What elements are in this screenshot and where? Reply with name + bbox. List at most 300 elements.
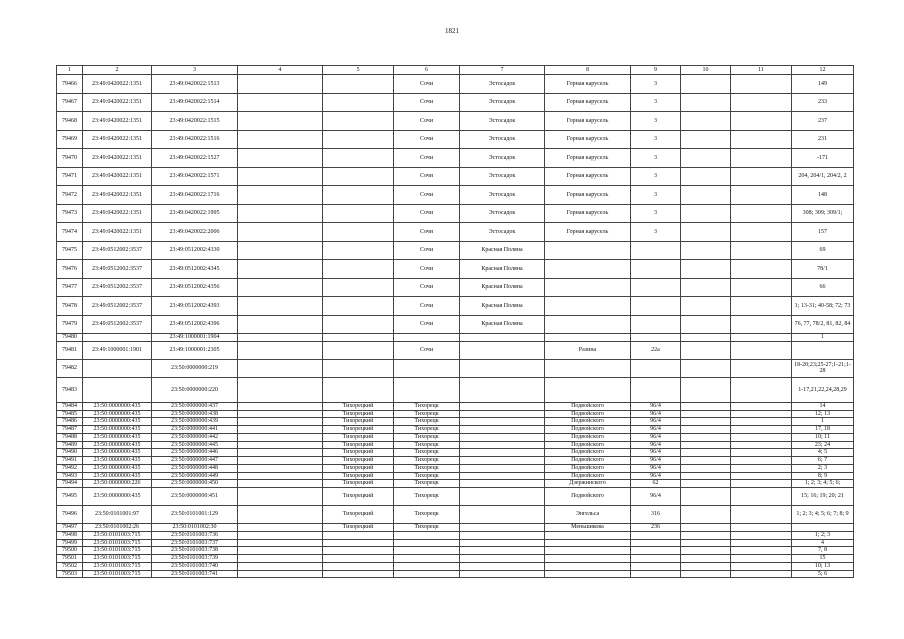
table-cell: 15; 16; 19; 20; 21: [792, 488, 854, 506]
table-cell: [460, 547, 545, 555]
table-cell: Тихорецк: [394, 464, 460, 472]
table-row: [57, 472, 854, 480]
table-cell: 23:50:0101002:30: [152, 524, 238, 532]
row-number-cell: 79477: [57, 278, 83, 297]
table-cell: 316: [631, 506, 681, 524]
table-cell: 23:49:1000001:1904: [152, 334, 238, 342]
table-cell: 149: [792, 75, 854, 94]
table-cell: [323, 539, 394, 547]
table-row: [57, 433, 854, 441]
table-cell: [731, 278, 792, 297]
table-cell: [681, 93, 731, 112]
table-cell: 148: [792, 186, 854, 205]
table-cell: [681, 341, 731, 359]
table-cell: [460, 480, 545, 488]
table-cell: Тихорецк: [394, 418, 460, 426]
table-cell: Сочи: [394, 93, 460, 112]
table-cell: [681, 457, 731, 465]
row-number-cell: 79474: [57, 223, 83, 242]
table-cell: 157: [792, 223, 854, 242]
table-cell: [460, 418, 545, 426]
table-cell: [731, 539, 792, 547]
table-cell: [460, 410, 545, 418]
table-cell: [460, 464, 545, 472]
table-cell: Сочи: [394, 167, 460, 186]
table-cell: [731, 112, 792, 131]
table-cell: 23:49:0420022:1351: [83, 167, 152, 186]
column-header: 7: [460, 66, 545, 75]
table-cell: [731, 260, 792, 279]
row-number-cell: 79472: [57, 186, 83, 205]
table-cell: [681, 441, 731, 449]
table-cell: [238, 562, 323, 570]
table-cell: [545, 278, 631, 297]
table-cell: 23:50:0000000:435: [83, 488, 152, 506]
table-cell: [731, 441, 792, 449]
row-number-cell: 79490: [57, 449, 83, 457]
table-cell: [545, 315, 631, 334]
table-cell: Тихорецкий: [323, 433, 394, 441]
table-cell: [631, 297, 681, 316]
table-cell: Тихорецк: [394, 524, 460, 532]
table-cell: [545, 241, 631, 260]
table-cell: 23:49:0420022:1515: [152, 112, 238, 131]
table-cell: 66: [792, 278, 854, 297]
table-cell: [631, 278, 681, 297]
table-cell: [681, 241, 731, 260]
table-cell: 10; 11: [792, 433, 854, 441]
table-cell: 23:50:0000000:448: [152, 464, 238, 472]
table-cell: [460, 555, 545, 563]
table-row: [57, 418, 854, 426]
table-cell: 23:50:0000000:447: [152, 457, 238, 465]
table-cell: [731, 167, 792, 186]
table-cell: [631, 570, 681, 578]
table-cell: [83, 334, 152, 342]
table-cell: [631, 555, 681, 563]
table-cell: [681, 488, 731, 506]
table-cell: 23:50:0000000:449: [152, 472, 238, 480]
table-cell: Тихорецк: [394, 433, 460, 441]
table-cell: [731, 334, 792, 342]
table-cell: Подвойского: [545, 410, 631, 418]
table-cell: [460, 472, 545, 480]
table-cell: [731, 204, 792, 223]
table-cell: 62: [631, 480, 681, 488]
table-cell: Тихорецк: [394, 457, 460, 465]
table-cell: [731, 433, 792, 441]
table-cell: 17, 18: [792, 426, 854, 434]
table-cell: 23:50:0101003:736: [152, 531, 238, 539]
row-number-cell: 79502: [57, 562, 83, 570]
row-number-cell: 79480: [57, 334, 83, 342]
table-cell: [238, 464, 323, 472]
table-cell: [323, 315, 394, 334]
table-cell: Сочи: [394, 297, 460, 316]
table-cell: Тихорецкий: [323, 402, 394, 410]
table-row: [57, 359, 854, 377]
table-cell: [731, 449, 792, 457]
table-cell: [631, 539, 681, 547]
table-cell: 236: [631, 524, 681, 532]
table-cell: Тихорецк: [394, 402, 460, 410]
page-number: 1821: [445, 27, 459, 35]
table-cell: Тихорецк: [394, 426, 460, 434]
table-cell: 6; 7: [792, 457, 854, 465]
table-cell: [238, 93, 323, 112]
table-cell: [238, 441, 323, 449]
table-cell: 23:50:0101003:715: [83, 570, 152, 578]
table-cell: [238, 130, 323, 149]
table-cell: Горная карусель: [545, 204, 631, 223]
table-cell: [460, 488, 545, 506]
table-row: [57, 112, 854, 131]
table-cell: Тихорецкий: [323, 480, 394, 488]
table-cell: 23:50:0000000:435: [83, 433, 152, 441]
table-cell: 23:49:0420022:1351: [83, 75, 152, 94]
table-cell: 22а: [631, 341, 681, 359]
table-cell: 23:50:0000000:445: [152, 441, 238, 449]
table-cell: 96/4: [631, 472, 681, 480]
table-row: [57, 524, 854, 532]
table-row: [57, 260, 854, 279]
table-row: [57, 555, 854, 563]
row-number-cell: 79487: [57, 426, 83, 434]
table-row: [57, 457, 854, 465]
table-cell: 96/4: [631, 418, 681, 426]
table-cell: Тихорецк: [394, 441, 460, 449]
table-cell: [731, 547, 792, 555]
table-cell: 23; 24: [792, 441, 854, 449]
row-number-cell: 79478: [57, 297, 83, 316]
row-number-cell: 79476: [57, 260, 83, 279]
table-cell: 23:50:0000000:435: [83, 457, 152, 465]
table-cell: [681, 130, 731, 149]
row-number-cell: 79494: [57, 480, 83, 488]
table-cell: [238, 241, 323, 260]
table-cell: Тихорецкий: [323, 524, 394, 532]
table-cell: [238, 334, 323, 342]
table-cell: [681, 167, 731, 186]
table-cell: 23:49:0512002:4345: [152, 260, 238, 279]
table-cell: Эстосадок: [460, 149, 545, 168]
table-cell: [681, 464, 731, 472]
table-cell: 3: [631, 112, 681, 131]
table-cell: Тихорецк: [394, 480, 460, 488]
table-cell: 23:49:0420022:1351: [83, 93, 152, 112]
column-header: 8: [545, 66, 631, 75]
table-cell: 3: [631, 204, 681, 223]
table-cell: Тихорецкий: [323, 426, 394, 434]
table-cell: [238, 297, 323, 316]
table-cell: [238, 449, 323, 457]
row-number-cell: 79485: [57, 410, 83, 418]
table-cell: Разина: [545, 341, 631, 359]
table-cell: [731, 241, 792, 260]
table-cell: 23:50:0000000:439: [152, 418, 238, 426]
table-cell: [238, 410, 323, 418]
table-cell: 23:49:0512002:4330: [152, 241, 238, 260]
row-number-cell: 79468: [57, 112, 83, 131]
table-cell: Тихорецк: [394, 506, 460, 524]
table-cell: 23:49:0420022:1351: [83, 149, 152, 168]
table-cell: Красная Поляна: [460, 260, 545, 279]
table-cell: Сочи: [394, 75, 460, 94]
table-cell: [681, 506, 731, 524]
table-cell: 23:49:0420022:1995: [152, 204, 238, 223]
table-cell: 3: [631, 75, 681, 94]
table-cell: [460, 359, 545, 377]
table-cell: Эстосадок: [460, 130, 545, 149]
table-cell: 23:49:0512002:4396: [152, 315, 238, 334]
table-row: [57, 441, 854, 449]
table-cell: 12; 13: [792, 410, 854, 418]
table-cell: 4: [792, 539, 854, 547]
table-cell: 23:50:0101003:740: [152, 562, 238, 570]
table-cell: Сочи: [394, 149, 460, 168]
table-cell: [238, 531, 323, 539]
table-cell: [238, 341, 323, 359]
table-row: [57, 223, 854, 242]
table-cell: Горная карусель: [545, 186, 631, 205]
table-cell: [394, 531, 460, 539]
table-cell: [460, 341, 545, 359]
table-cell: Тихорецкий: [323, 449, 394, 457]
table-cell: Тихорецкий: [323, 506, 394, 524]
table-cell: [83, 377, 152, 402]
table-cell: [631, 359, 681, 377]
table-cell: [394, 570, 460, 578]
table-cell: [460, 457, 545, 465]
table-row: [57, 341, 854, 359]
table-cell: [323, 359, 394, 377]
table-cell: [238, 472, 323, 480]
table-cell: 308; 309; 309/1;: [792, 204, 854, 223]
table-cell: Эстосадок: [460, 223, 545, 242]
table-cell: 1; 2; 3; 4; 5; 6; 7; 8; 9: [792, 506, 854, 524]
table-cell: [545, 555, 631, 563]
table-cell: Тихорецкий: [323, 418, 394, 426]
registry-table: [56, 65, 854, 578]
table-cell: [323, 377, 394, 402]
table-cell: 76, 77, 78/2, 81, 82, 84: [792, 315, 854, 334]
column-header: 12: [792, 66, 854, 75]
table-cell: 23:50:0000000:435: [83, 402, 152, 410]
table-cell: 23:50:0000000:441: [152, 426, 238, 434]
table-cell: Горная карусель: [545, 167, 631, 186]
table-header-row: [57, 66, 854, 75]
table-cell: [731, 426, 792, 434]
table-cell: 2; 3: [792, 464, 854, 472]
table-cell: 23:49:0512002:3537: [83, 278, 152, 297]
table-cell: [681, 472, 731, 480]
table-cell: [238, 260, 323, 279]
table-cell: [460, 506, 545, 524]
table-cell: -171: [792, 149, 854, 168]
table-cell: [323, 186, 394, 205]
table-cell: [460, 426, 545, 434]
table-cell: 23:50:0101001:129: [152, 506, 238, 524]
table-cell: [681, 449, 731, 457]
table-cell: Сочи: [394, 130, 460, 149]
table-cell: Сочи: [394, 315, 460, 334]
table-cell: 14: [792, 402, 854, 410]
table-cell: [323, 241, 394, 260]
table-cell: [323, 547, 394, 555]
table-cell: [681, 260, 731, 279]
table-cell: Подвойского: [545, 441, 631, 449]
row-number-cell: 79481: [57, 341, 83, 359]
table-cell: 1: [792, 418, 854, 426]
table-cell: Эстосадок: [460, 93, 545, 112]
table-cell: [545, 570, 631, 578]
table-cell: Эстосадок: [460, 186, 545, 205]
table-cell: [545, 531, 631, 539]
row-number-cell: 79496: [57, 506, 83, 524]
table-cell: Эстосадок: [460, 204, 545, 223]
table-cell: [731, 75, 792, 94]
table-cell: [681, 555, 731, 563]
table-cell: [460, 433, 545, 441]
table-cell: [394, 377, 460, 402]
table-cell: [681, 359, 731, 377]
column-header: 4: [238, 66, 323, 75]
table-cell: [545, 377, 631, 402]
table-cell: [323, 341, 394, 359]
column-header: 3: [152, 66, 238, 75]
table-cell: [323, 112, 394, 131]
table-cell: 96/4: [631, 441, 681, 449]
table-cell: [238, 570, 323, 578]
table-cell: 23:50:0000000:451: [152, 488, 238, 506]
table-cell: [731, 130, 792, 149]
table-cell: Тихорецкий: [323, 464, 394, 472]
table-cell: [460, 539, 545, 547]
row-number-cell: 79489: [57, 441, 83, 449]
table-cell: Тихорецкий: [323, 488, 394, 506]
table-cell: [238, 480, 323, 488]
table-cell: 23:49:0420022:2006: [152, 223, 238, 242]
table-cell: Дзержинского: [545, 480, 631, 488]
table-cell: 23:49:0420022:1513: [152, 75, 238, 94]
table-cell: [238, 377, 323, 402]
table-cell: [323, 167, 394, 186]
table-cell: Подвойского: [545, 488, 631, 506]
row-number-cell: 79501: [57, 555, 83, 563]
table-cell: [731, 149, 792, 168]
table-cell: Тихорецкий: [323, 441, 394, 449]
table-cell: 23:49:0420022:1571: [152, 167, 238, 186]
table-cell: Энгельса: [545, 506, 631, 524]
table-cell: Красная Поляна: [460, 315, 545, 334]
table-cell: [681, 531, 731, 539]
row-number-cell: 79498: [57, 531, 83, 539]
table-cell: [238, 223, 323, 242]
table-cell: 23:50:0000000:226: [83, 480, 152, 488]
table-cell: [731, 488, 792, 506]
table-cell: [731, 418, 792, 426]
table-cell: 23:50:0101001:97: [83, 506, 152, 524]
row-number-cell: 79479: [57, 315, 83, 334]
table-cell: [323, 297, 394, 316]
table-cell: 3: [631, 93, 681, 112]
row-number-cell: 79470: [57, 149, 83, 168]
table-cell: 8; 9: [792, 472, 854, 480]
table-cell: Эстосадок: [460, 112, 545, 131]
table-cell: 23:50:0101003:738: [152, 547, 238, 555]
table-cell: 1; 2; 3: [792, 531, 854, 539]
table-cell: 3: [631, 223, 681, 242]
table-cell: Красная Поляна: [460, 241, 545, 260]
table-cell: [681, 547, 731, 555]
table-cell: 23:49:0512002:4393: [152, 297, 238, 316]
table-cell: [681, 75, 731, 94]
table-row: [57, 186, 854, 205]
table-cell: Сочи: [394, 112, 460, 131]
table-cell: [460, 402, 545, 410]
table-cell: 23:50:0000000:435: [83, 441, 152, 449]
table-cell: Подвойского: [545, 449, 631, 457]
table-cell: 23:49:0420022:1351: [83, 223, 152, 242]
table-cell: [323, 149, 394, 168]
table-cell: 23:49:0420022:1351: [83, 130, 152, 149]
table-cell: 3: [631, 130, 681, 149]
table-cell: 1; 2; 3; 4; 5; 6;: [792, 480, 854, 488]
table-cell: [681, 410, 731, 418]
column-header: 2: [83, 66, 152, 75]
table-cell: 23:50:0000000:435: [83, 472, 152, 480]
table-cell: [731, 480, 792, 488]
row-number-cell: 79499: [57, 539, 83, 547]
table-row: [57, 377, 854, 402]
table-cell: [323, 260, 394, 279]
table-cell: Тихорецк: [394, 449, 460, 457]
table-cell: [394, 334, 460, 342]
row-number-cell: 79500: [57, 547, 83, 555]
table-cell: [681, 562, 731, 570]
table-cell: [631, 531, 681, 539]
table-row: [57, 130, 854, 149]
table-row: [57, 75, 854, 94]
table-row: [57, 562, 854, 570]
table-cell: [323, 223, 394, 242]
table-cell: 7, 8: [792, 547, 854, 555]
table-cell: [681, 570, 731, 578]
table-cell: 4; 5: [792, 449, 854, 457]
table-cell: [545, 547, 631, 555]
table-cell: Сочи: [394, 223, 460, 242]
table-cell: [238, 149, 323, 168]
row-number-cell: 79484: [57, 402, 83, 410]
table-cell: 96/4: [631, 410, 681, 418]
table-cell: [681, 539, 731, 547]
table-cell: [323, 570, 394, 578]
table-cell: 3: [631, 186, 681, 205]
table-cell: [792, 524, 854, 532]
table-cell: 23:49:0420022:1514: [152, 93, 238, 112]
table-cell: [731, 472, 792, 480]
column-header: 5: [323, 66, 394, 75]
table-cell: [681, 223, 731, 242]
table-cell: [681, 377, 731, 402]
table-row: [57, 315, 854, 334]
table-cell: 23:50:0101003:715: [83, 539, 152, 547]
table-cell: [323, 562, 394, 570]
table-cell: 23:50:0101003:715: [83, 531, 152, 539]
table-cell: Горная карусель: [545, 223, 631, 242]
column-header: 9: [631, 66, 681, 75]
row-number-cell: 79492: [57, 464, 83, 472]
